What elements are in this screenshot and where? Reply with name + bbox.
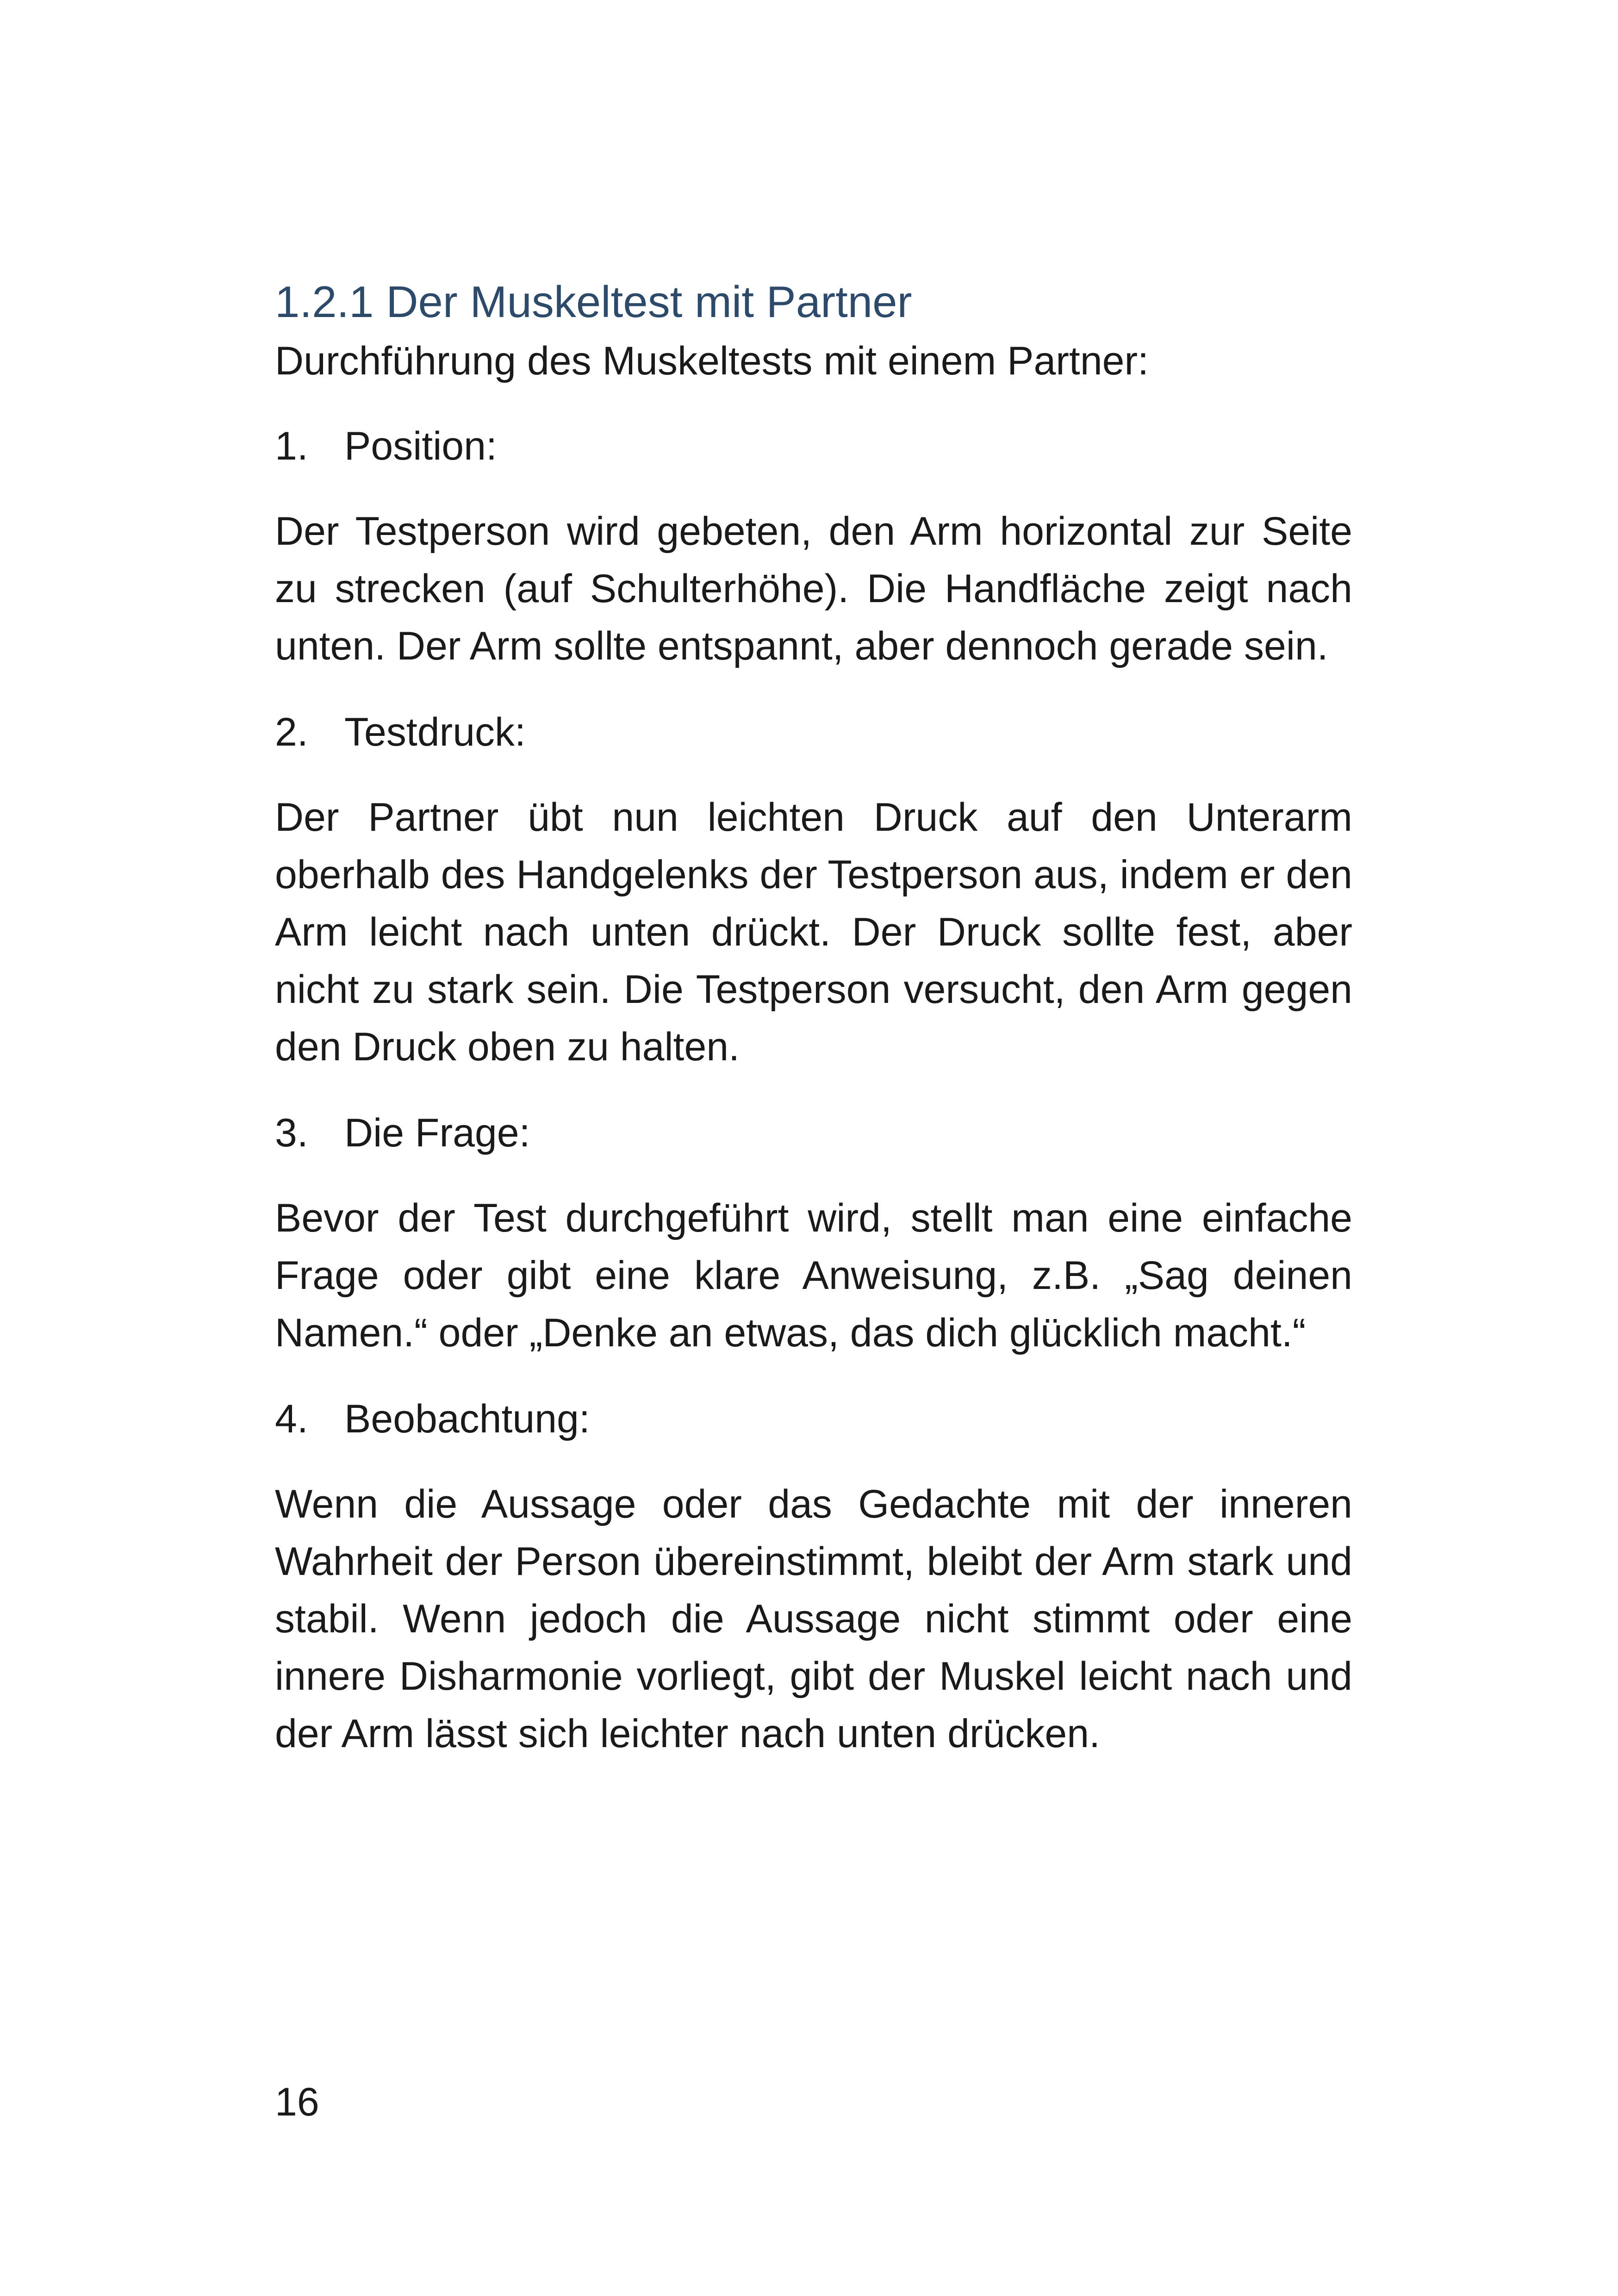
- step-number: 4.: [275, 1397, 308, 1441]
- section-intro: Durchführung des Muskeltests mit einem Partner:: [275, 339, 1149, 383]
- section-heading: 1.2.1 Der Muskeltest mit Partner: [275, 277, 912, 327]
- step-number: 1.: [275, 424, 308, 468]
- step-title: Testdruck:: [344, 710, 526, 754]
- page-content: [275, 272, 1352, 1791]
- step-paragraph-3: Bevor der Test durchgeführt wird, stellt man eine einfache Frage oder gibt eine klare Anweisung, z.B. „Sag deinen Namen.“ oder „Denke an etwas, das dich glücklich macht.“: [275, 1196, 1352, 1355]
- step-heading-1: [275, 417, 1352, 475]
- step-heading-4: [275, 1390, 1352, 1448]
- step-title: Position:: [344, 424, 497, 468]
- step-number: 3.: [275, 1111, 308, 1155]
- step-number: 2.: [275, 710, 308, 754]
- page-number: 16: [275, 2080, 319, 2124]
- step-heading-2: [275, 703, 1352, 761]
- step-paragraph-4: Wenn die Aussage oder das Gedachte mit der inneren Wahrheit der Person übereinstimmt, bleibt der Arm stark und stabil. Wenn jedoch die Aussage nicht stimmt oder eine innere Disharmonie vorliegt, gibt der Muskel leicht nach und der Arm lässt sich leichter nach unten drücken.: [275, 1482, 1352, 1756]
- step-paragraph-2: Der Partner übt nun leichten Druck auf den Unterarm oberhalb des Handgelenks der Testperson aus, indem er den Arm leicht nach unten drückt. Der Druck sollte fest, aber nicht zu stark sein. Die Testperson versucht, den Arm gegen den Druck oben zu halten.: [275, 795, 1352, 1069]
- step-title: Die Frage:: [344, 1111, 530, 1155]
- step-paragraph-1: Der Testperson wird gebeten, den Arm horizontal zur Seite zu strecken (auf Schulterhöhe). Die Handfläche zeigt nach unten. Der Arm sollte entspannt, aber dennoch gerade sein.: [275, 509, 1352, 668]
- step-title: Beobachtung:: [344, 1397, 590, 1441]
- step-heading-3: [275, 1104, 1352, 1162]
